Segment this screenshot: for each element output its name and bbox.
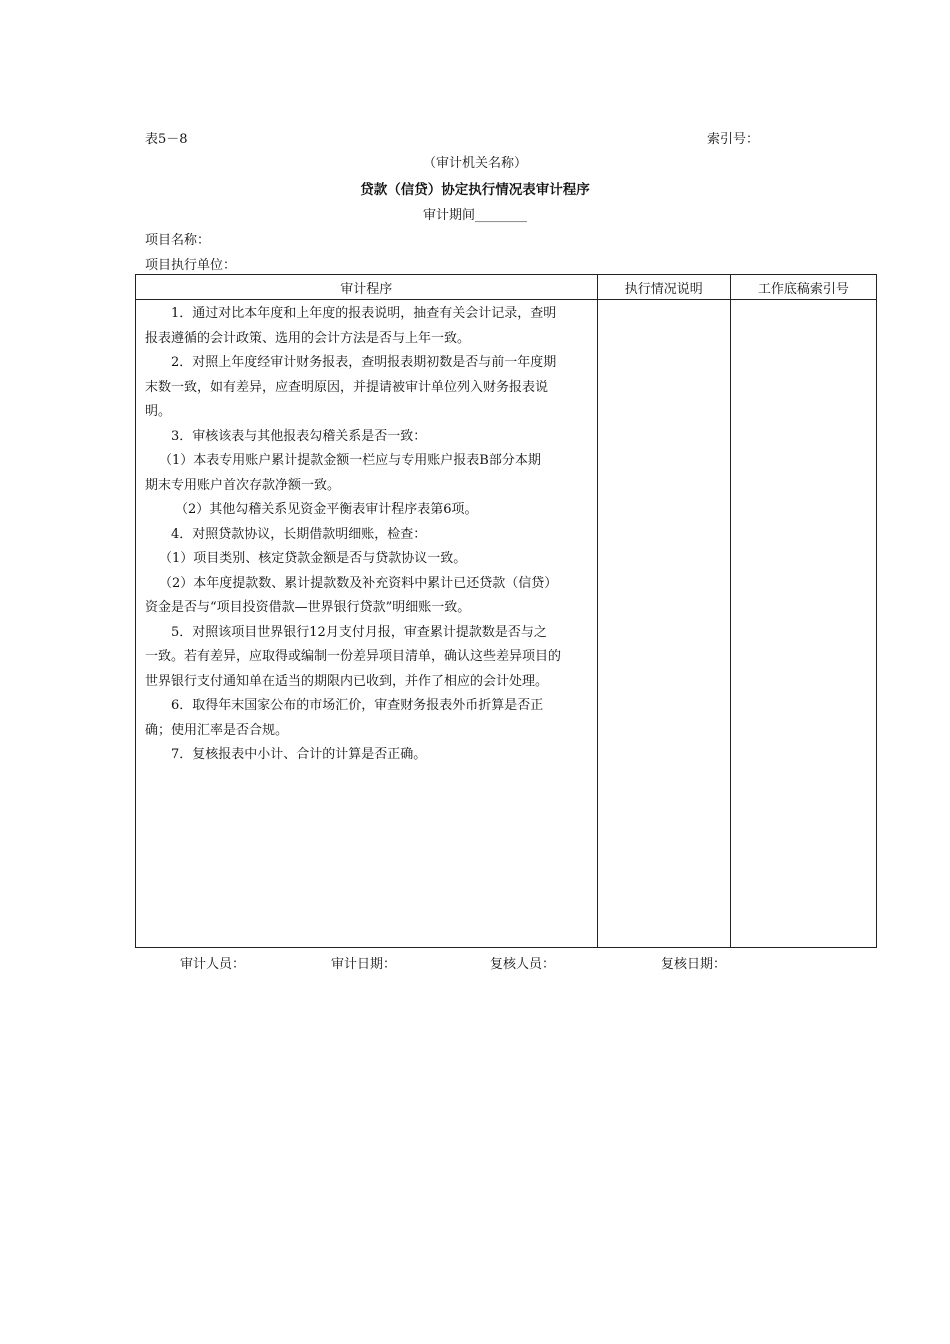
auditor-label: 审计人员： (180, 957, 246, 972)
project-name-label: 项目名称： (145, 233, 211, 248)
procedure-line: 5．对照该项目世界银行12月支付月报，审查累计提款数是否与之 (171, 624, 547, 640)
page-title: 贷款（信贷）协定执行情况表审计程序 (360, 182, 590, 198)
procedure-line: 6．取得年末国家公布的市场汇价，审查财务报表外币折算是否正 (171, 698, 544, 713)
procedure-line: 3．审核该表与其他报表勾稽关系是否一致： (171, 428, 427, 444)
review-date-label: 复核日期： (661, 957, 727, 972)
table-row (136, 300, 877, 948)
procedure-line: 末数一致，如有差异，应查明原因，并提请被审计单位列入财务报表说 (145, 379, 549, 395)
reviewer-label: 复核人员： (490, 957, 556, 972)
procedure-line: 1．通过对比本年度和上年度的报表说明，抽查有关会计记录，查明 (171, 306, 557, 321)
procedure-line: 期末专用账户首次存款净额一致。 (145, 477, 341, 493)
procedure-line: 4．对照贷款协议，长期借款明细账，检查： (171, 526, 427, 542)
audit-date-label: 审计日期： (331, 957, 397, 972)
column-header-procedure: 审计程序 (136, 275, 598, 300)
procedure-line: 确；使用汇率是否合规。 (145, 722, 289, 738)
procedure-cell (136, 300, 598, 948)
procedure-line: 世界银行支付通知单在适当的期限内已收到，并作了相应的会计处理。 (145, 673, 549, 689)
procedure-line: （1）本表专用账户累计提款金额一栏应与专用账户报表B部分本期 (159, 453, 541, 468)
column-header-workpaper-index: 工作底稿索引号 (730, 275, 876, 300)
procedure-line: 2．对照上年度经审计财务报表，查明报表期初数是否与前一年度期 (171, 355, 557, 370)
index-number-label: 索引号： (707, 132, 760, 147)
column-header-execution-notes: 执行情况说明 (597, 275, 730, 300)
audit-procedure-table (135, 274, 877, 948)
procedure-line: （2）其他勾稽关系见资金平衡表审计程序表第6项。 (175, 502, 478, 517)
procedure-line: 一致。若有差异，应取得或编制一份差异项目清单，确认这些差异项目的 (145, 649, 562, 664)
org-name: （审计机关名称） (422, 156, 527, 171)
procedure-line: （2）本年度提款数、累计提款数及补充资料中累计已还贷款（信贷） (159, 575, 558, 591)
procedure-line: 报表遵循的会计政策、选用的会计方法是否与上年一致。 (145, 330, 471, 346)
procedure-line: 资金是否与“项目投资借款—世界银行贷款”明细账一致。 (145, 600, 471, 615)
execution-notes-cell[interactable] (597, 300, 730, 948)
project-unit-label: 项目执行单位： (145, 258, 237, 273)
table-header-row (136, 275, 877, 300)
table-number: 表5－8 (145, 132, 188, 147)
workpaper-index-cell[interactable] (730, 300, 876, 948)
procedure-line: 7．复核报表中小计、合计的计算是否正确。 (171, 747, 427, 762)
procedure-line: 明。 (145, 404, 172, 419)
procedure-line: （1）项目类别、核定贷款金额是否与贷款协议一致。 (159, 551, 467, 566)
audit-period: 审计期间________ (422, 208, 527, 223)
